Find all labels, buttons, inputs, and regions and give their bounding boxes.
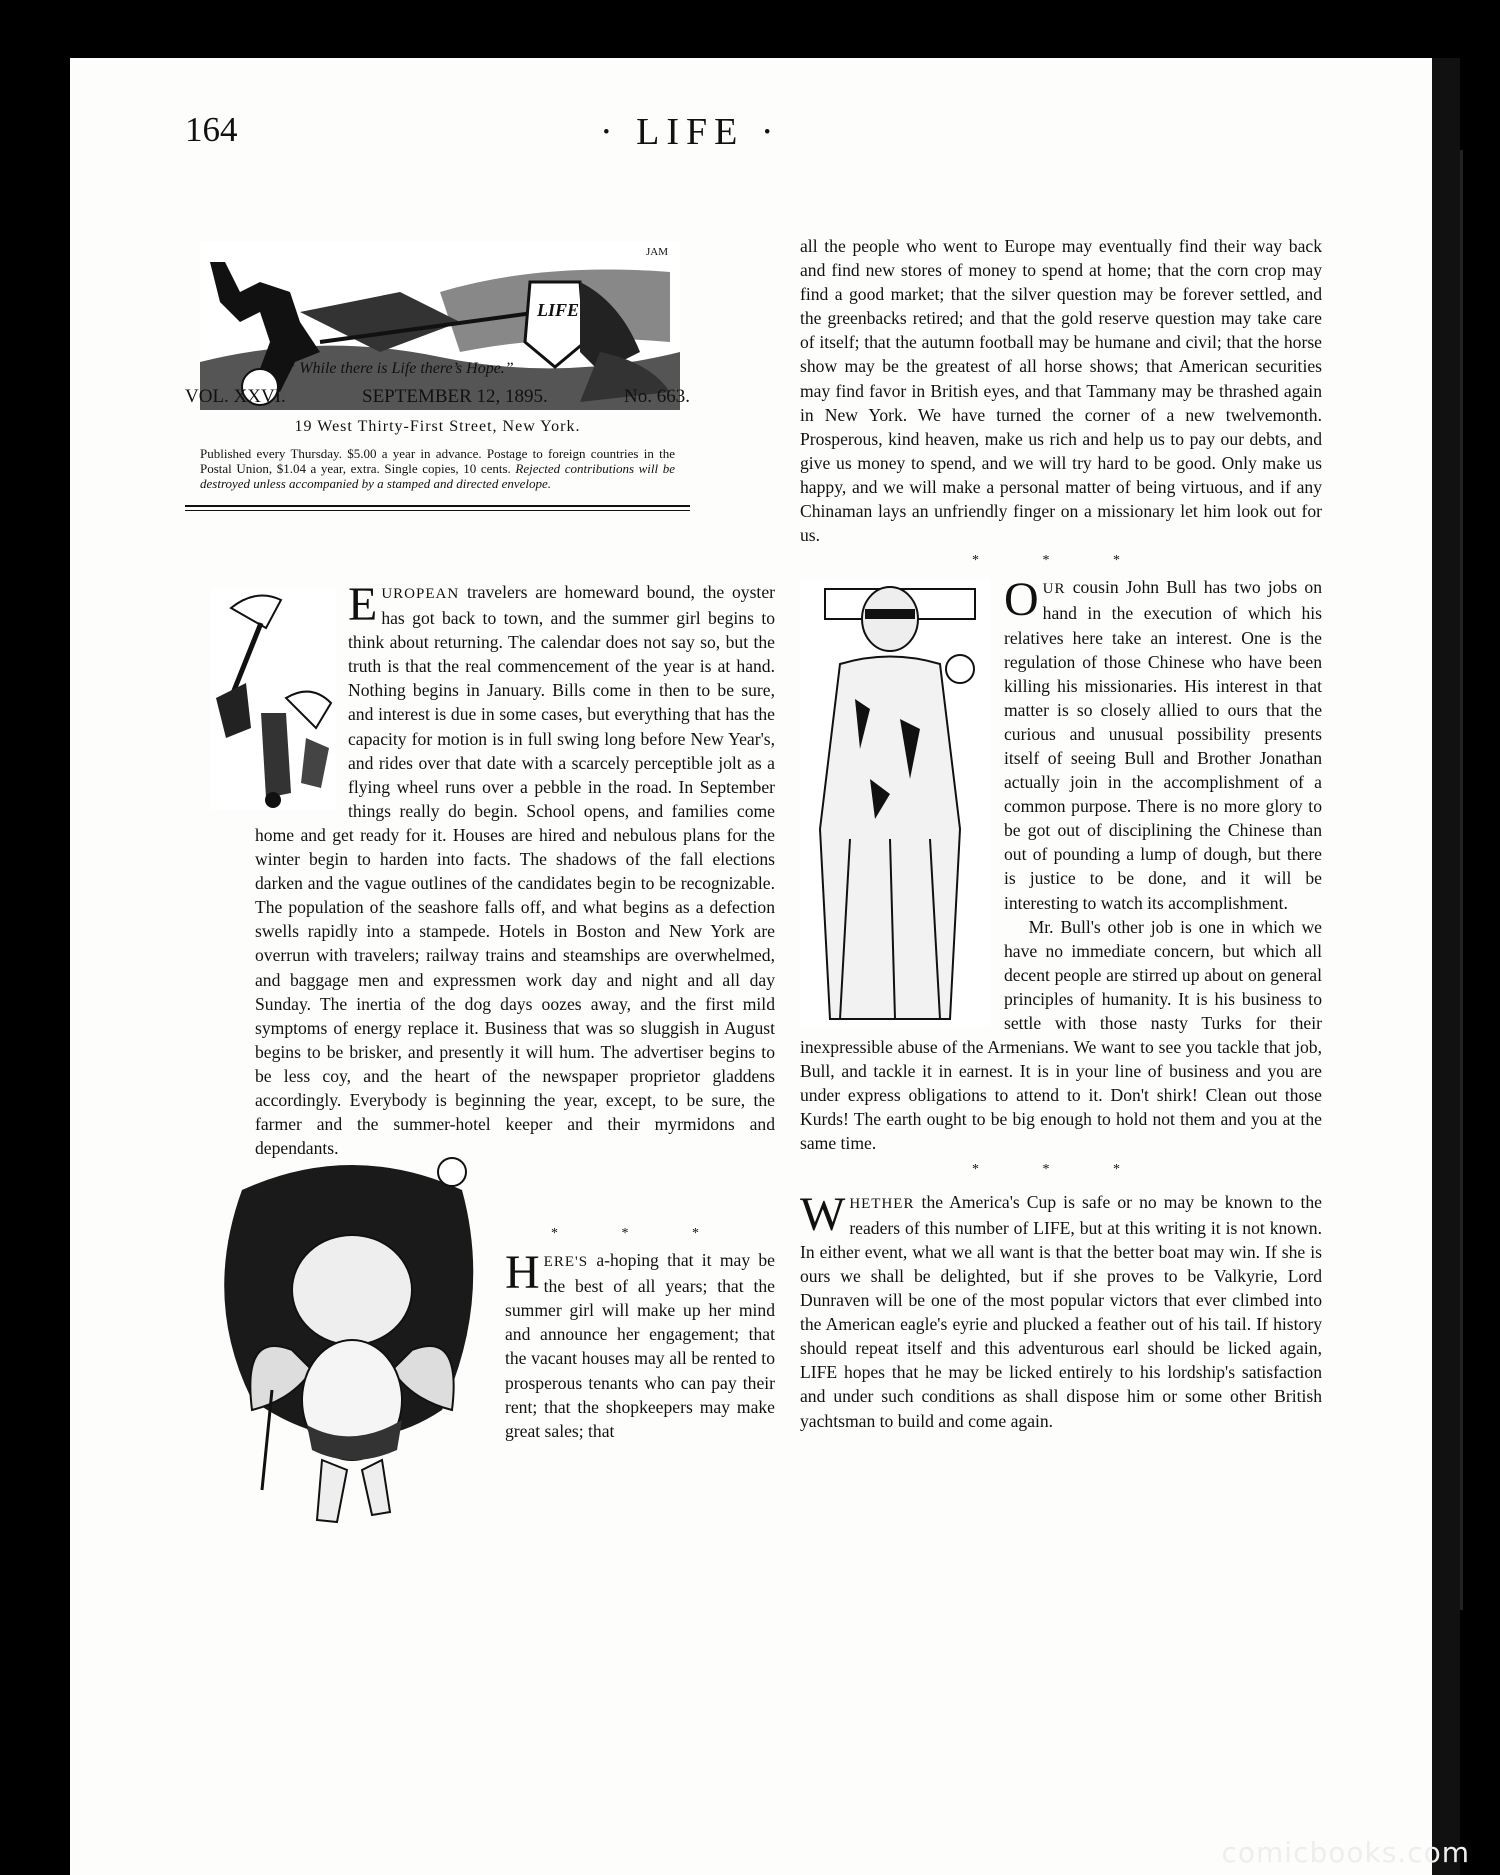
- banner-signature: JAM: [645, 246, 668, 258]
- drop-cap: O: [1004, 573, 1039, 627]
- section-divider: * * *: [972, 1161, 1150, 1177]
- section-divider: * * *: [551, 1226, 729, 1241]
- drop-cap: H: [505, 1246, 540, 1300]
- hands-illustration: [211, 588, 336, 810]
- drop-cap: W: [800, 1187, 846, 1241]
- paragraph-text: a-hoping that it may be the best of all years; that the summer girl will make up her mind and announce her engagement; that the vacant houses may all be rented to prosperous tenants who can pay their rent; that the shopkeepers may make great sales; that: [505, 1250, 775, 1441]
- masthead-rule-thin: [185, 510, 690, 511]
- article-americas-cup: [800, 1187, 1322, 1433]
- banner-shield-label: LIFE: [536, 300, 579, 320]
- masthead-rule: [185, 505, 690, 507]
- article-armenians: Mr. Bull's other job is one in which we have no immediate concern, but which all decent people are stirred up about on general principles of humanity. It is his business to settle with those nasty Turks for their inexpressible abuse of the Armenians. We want to see you tackle that job, Bull, and tackle it in earnest. It is in your line of business and you are under express obligations to attend to it. Don't shirk! Clean out those Kurds! The earth ought to be big enough to hold not them and you at the same time.: [800, 916, 1322, 1154]
- page-number: 164: [185, 110, 238, 149]
- publisher-address: 19 West Thirty-First Street, New York.: [294, 418, 581, 435]
- justice-illustration: [800, 579, 990, 1027]
- devil-knight-banner-image: [200, 242, 680, 410]
- masthead-illustration: [200, 242, 680, 410]
- lead-word: UR: [1042, 581, 1066, 598]
- volume-line: [185, 386, 690, 408]
- article-heres-a-hoping: [505, 1248, 775, 1443]
- subscription-terms: Published every Thursday. $5.00 a year in advance. Postage to foreign countries in the Postal Union, $1.04 a year, extra. Single copies, 10 cents.: [200, 446, 675, 476]
- paragraph-text: cousin John Bull has two jobs on hand in the execution of which his relatives here take an interest. One is the regulation of those Chinese who have been killing his missionaries. His interest in that matter is so closely allied to ours that the curious and unusual possibility presents itself of seeing Bull and Brother Jonathan actually join in the accomplishment of a common purpose. There is no more glory to be got out of disciplining the Chinese than out of pounding a lump of dough, but there is justice to be done, and it will be interesting to watch its accomplishment.: [1004, 577, 1322, 913]
- issue-number: No. 663.: [624, 386, 690, 407]
- lead-word: ERE'S: [543, 1254, 589, 1271]
- paragraph-text: the America's Cup is safe or no may be known to the readers of this number of LIFE, but at this writing it is not known. In either event, what we all want is that the better boat may win. If she is ours we shall be delighted, but if she proves to be Valkyrie, Lord Dunraven will be one of the most popular victors that ever climbed into the American eagle's eyrie and plucked a feather out of his tail. If history should repeat itself and this adventurous earl should be licked again, LIFE hopes that he may be licked entirely to his lordship's satisfaction and under such conditions as shall dispose him or some other British yachtsman to build and come again.: [800, 1191, 1322, 1431]
- volume: VOL. XXVI.: [185, 386, 286, 407]
- cupid-illustration: [212, 1150, 492, 1535]
- blindfolded-justice-image: [800, 579, 990, 1027]
- left-column-lower: [505, 1220, 775, 1443]
- section-divider: * * *: [972, 553, 1150, 569]
- rejection-notice: Rejected contributions will be destroyed unless accompanied by a stamped and directed envelope.: [200, 461, 676, 491]
- masthead-motto: “ While there is Life there’s Hope.”: [286, 360, 514, 377]
- paragraph-text: travelers are homeward bound, the oyster has got back to town, and the summer girl begins to think about returning. The calendar does not say so, but the truth is that the real commencement of the year is at hand. Nothing begins in January. Bills come in then to be sure, and interest is due in some cases, but everything that has the capacity for motion is in full swing long before New Year's, and rides over that date with a scarcely perceptible jolt as a flying wheel runs over a pebble in the road. In September things really do begin. School opens, and families come home and get ready for it. Houses are hired and nebulous plans for the winter begin to harden into facts. The shadows of the fall elections darken and the vague outlines of the candidates begin to be recognizable. The population of the seashore falls off, and what begins as a defection swells rapidly into a stampede. Hotels in Boston and New York are overrun with travelers; railway trains and steamships are overwhelmed, and baggage men and expressmen work day and night and all day Sunday. The inertia of the dog days oozes away, and the first mild symptoms of energy replace it. Business that was so sluggish in August begins to be brisker, and presently it will hum. The advertiser begins to be less coy, and the heart of the newspaper proprietor gladdens accordingly. Everybody is beginning the year, except, to be sure, the farmer and the summer-hotel keeper and their myrmidons and dependants.: [255, 582, 775, 1159]
- page-edge-shadow: [1432, 58, 1460, 1875]
- lead-word: UROPEAN: [381, 586, 460, 602]
- issue-date: SEPTEMBER 12, 1895.: [362, 386, 548, 407]
- paragraph-continuation: all the people who went to Europe may eventually find their way back and find new stores of money to spend at home; that the corn crop may find a good market; that the silver question may be forever settled, and the greenbacks retired; and that the gold reserve question may take care of itself; that the autumn football may be humane and civil; that the horse show may be the greatest of all horse shows; that American securities may find favor in British eyes, and that Tammany may be thrashed again in New York. We have turned the corner of a new twelvemonth. Prosperous, kind heaven, make us rich and help us to pay our debts, and give us money to spend, and we will try hard to be good. Only make us happy, and we will make a personal matter of being virtuous, and if any Chinaman lays an unfriendly finger on a missionary let him look out for us.: [800, 236, 1322, 546]
- cherub-image: [212, 1150, 492, 1535]
- publication-info: [200, 446, 675, 491]
- site-watermark: comicbooks.com: [1221, 1836, 1470, 1869]
- magazine-title: · LIFE ·: [600, 111, 781, 153]
- lead-word: HETHER: [849, 1195, 915, 1212]
- right-column: [800, 234, 1322, 1433]
- binding-line: [1460, 150, 1463, 1610]
- left-column: [255, 578, 775, 1159]
- drop-cap: E: [348, 578, 378, 631]
- hands-waving-image: [211, 588, 336, 810]
